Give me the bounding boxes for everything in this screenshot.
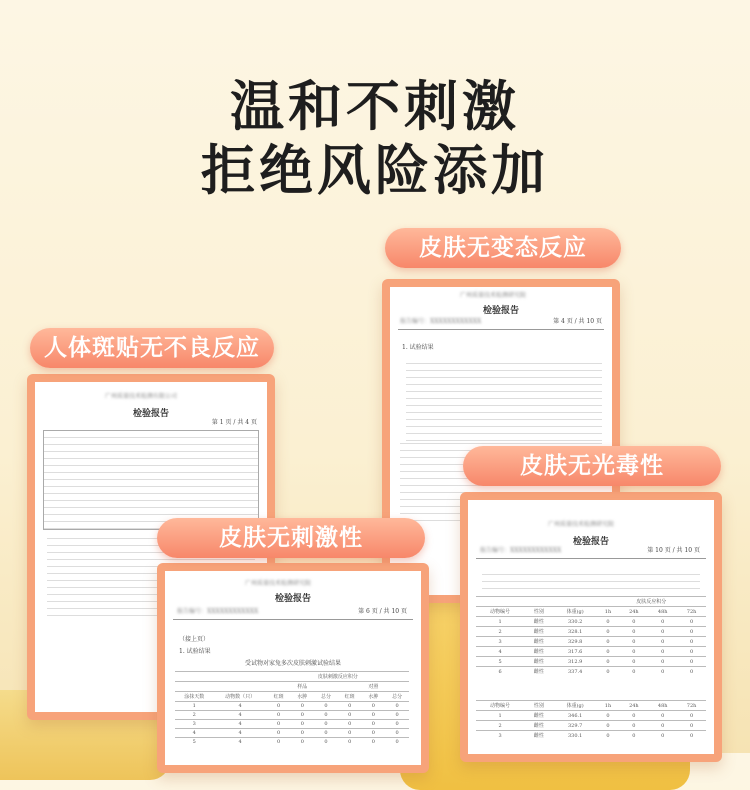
table-row [476,627,706,637]
table-cell: 0 [362,702,386,711]
table-cell: 0 [619,711,648,721]
column-header: 动物编号 [476,607,524,617]
table-cell: 0 [677,711,706,721]
table-cell: 0 [648,647,677,657]
headline-line-2: 拒绝风险添加 [201,139,549,202]
table-cell: 雌性 [524,657,554,667]
table-cell: 3 [175,720,213,729]
table-cell: 329.7 [554,721,597,731]
table-cell: 0 [362,738,386,747]
report-paper [468,500,714,754]
table-cell: 0 [314,720,338,729]
table-cell: 0 [385,738,409,747]
divider [173,619,413,620]
column-header: 总分 [314,692,338,702]
time-header: 72h [677,607,706,617]
table-cell: 328.1 [554,627,597,637]
report-card-no-irritation [157,563,429,773]
column-header: 动物编号 [476,701,524,711]
table-cell: 0 [597,617,620,627]
report-title: 检验报告 [132,409,169,419]
table-cell: 0 [619,721,648,731]
table-row [175,738,409,747]
table-cell: 雌性 [524,721,554,731]
table-cell: 0 [385,711,409,720]
table-cell: 0 [338,702,362,711]
table-cell: 3 [476,637,524,647]
column-header: 体重(g) [554,607,597,617]
table-cell: 5 [476,657,524,667]
table-cell [213,672,266,682]
table-cell: 2 [476,721,524,731]
table-cell: 0 [677,617,706,627]
table-row [476,731,706,741]
time-header: 1h [597,607,620,617]
table-cell: 0 [338,738,362,747]
table-cell: 0 [597,731,620,741]
table-cell: 0 [290,702,314,711]
table-cell: 3 [476,731,524,741]
table-cell: 4 [213,702,266,711]
table-cell: 0 [314,711,338,720]
table-cell: 0 [648,721,677,731]
table-cell: 雌性 [524,627,554,637]
table-cell: 2 [175,711,213,720]
table-cell: 0 [267,738,291,747]
report-paper [165,571,421,765]
table-cell: 0 [290,738,314,747]
table-row [476,721,706,731]
group-header: 对照 [338,682,409,692]
table-cell: 0 [267,720,291,729]
table-cell: 0 [677,647,706,657]
table-cell: 0 [648,627,677,637]
table-cell: 0 [385,702,409,711]
table-cell: 0 [362,720,386,729]
table-cell: 0 [677,731,706,741]
report-title: 检验报告 [572,537,609,547]
table-cell: 4 [175,729,213,738]
table-subheader: 皮肤反应积分 [597,597,707,607]
table-cell: 0 [677,627,706,637]
table-title: 受试物对家兔多次皮肤刺激试验结果 [244,660,341,667]
table-cell: 雌性 [524,647,554,657]
column-header: 水肿 [290,692,314,702]
label-no-irritation: 皮肤无刺激性 [157,518,425,558]
column-header: 涂抹天数 [175,692,213,702]
table-cell: 4 [476,647,524,657]
table-cell: 317.6 [554,647,597,657]
time-header: 72h [677,701,706,711]
lab-name: 广州质量技术检测研究院 [460,292,527,299]
time-header: 1h [597,701,620,711]
result-table-1 [406,357,602,441]
divider [476,558,706,559]
table-cell [175,672,213,682]
headline-line-1: 温和不刺激 [230,75,520,138]
table-cell: 0 [619,657,648,667]
table-cell: 0 [677,657,706,667]
table-cell: 雌性 [524,711,554,721]
report-title: 检验报告 [274,594,311,604]
table-cell: 0 [385,720,409,729]
group-header: 样品 [267,682,338,692]
table-cell [524,597,554,607]
info-table [43,430,259,530]
table-cell: 0 [597,711,620,721]
table-cell: 330.1 [554,731,597,741]
page-number: 第 1 页 / 共 4 页 [211,419,257,426]
table-cell: 0 [290,711,314,720]
label-no-allergy: 皮肤无变态反应 [385,228,621,268]
table-cell: 4 [213,720,266,729]
table-row [476,617,706,627]
table-cell: 0 [597,667,620,677]
table-row [476,667,706,677]
table-cell: 6 [476,667,524,677]
column-header: 体重(g) [554,701,597,711]
table-cell [476,597,524,607]
table-cell: 0 [314,702,338,711]
report-number: 报告编号：XXXXXXXXXXXX [480,547,562,554]
table-cell: 4 [213,711,266,720]
column-header: 总分 [385,692,409,702]
table-cell: 0 [648,617,677,627]
column-header: 红斑 [267,692,291,702]
table-cell: 0 [648,667,677,677]
column-header: 红斑 [338,692,362,702]
table-cell [175,682,213,692]
irritation-table [175,671,409,746]
table-cell [554,597,597,607]
time-header: 24h [619,701,648,711]
table-cell: 0 [267,711,291,720]
lab-name: 广州质量技术检测有限公司 [105,393,178,400]
section-title: 1. 试验结果 [402,344,434,351]
table-cell: 0 [290,729,314,738]
table-cell: 5 [175,738,213,747]
table-cell: 1 [175,702,213,711]
lab-name: 广州质量技术检测研究院 [245,580,312,587]
divider [398,329,604,330]
table-cell: 0 [597,721,620,731]
table-row [476,657,706,667]
table-cell: 0 [338,720,362,729]
table-cell: 0 [267,702,291,711]
table-cell: 0 [619,731,648,741]
phototox-table-2 [476,700,706,740]
page-number: 第 6 页 / 共 10 页 [358,608,407,615]
table-cell: 2 [476,627,524,637]
table-cell: 0 [677,667,706,677]
table-cell: 0 [648,657,677,667]
column-header: 动物数（只） [213,692,266,702]
table-row [175,711,409,720]
intro-text [482,568,700,589]
section-title: 1. 试验结果 [179,648,211,655]
table-cell: 0 [648,637,677,647]
column-header: 水肿 [362,692,386,702]
table-cell: 1 [476,617,524,627]
table-cell: 0 [597,647,620,657]
table-row [175,720,409,729]
time-header: 48h [648,607,677,617]
table-cell: 0 [338,711,362,720]
table-cell [213,682,266,692]
table-cell: 0 [597,627,620,637]
table-cell: 雌性 [524,731,554,741]
table-cell: 雌性 [524,637,554,647]
time-header: 48h [648,701,677,711]
table-row [476,637,706,647]
table-cell: 329.8 [554,637,597,647]
time-header: 24h [619,607,648,617]
table-cell: 0 [619,617,648,627]
table-cell: 0 [338,729,362,738]
table-cell: 0 [619,667,648,677]
page-number: 第 10 页 / 共 10 页 [647,547,700,554]
page-number: 第 4 页 / 共 10 页 [553,318,602,325]
table-cell: 0 [677,637,706,647]
table-cell: 0 [314,729,338,738]
table-cell: 0 [677,721,706,731]
table-row [175,729,409,738]
table-cell: 330.2 [554,617,597,627]
report-title: 检验报告 [482,306,519,316]
table-cell: 0 [362,729,386,738]
continued-note: （接上页） [179,636,210,643]
table-cell: 0 [362,711,386,720]
table-cell: 0 [385,729,409,738]
table-cell: 雌性 [524,617,554,627]
column-header: 性别 [524,607,554,617]
table-cell: 0 [314,738,338,747]
column-header: 性别 [524,701,554,711]
table-cell: 0 [597,657,620,667]
table-subheader: 皮肤刺激反应积分 [267,672,409,682]
table-row [476,647,706,657]
label-no-phototoxicity: 皮肤无光毒性 [463,446,721,486]
phototox-table-1 [476,596,706,676]
report-card-no-phototoxicity [460,492,722,762]
table-cell: 312.9 [554,657,597,667]
table-row [476,711,706,721]
lab-name: 广州质量技术检测研究院 [548,521,615,528]
table-cell: 0 [290,720,314,729]
table-cell: 4 [213,738,266,747]
table-cell: 1 [476,711,524,721]
table-cell: 0 [648,711,677,721]
table-cell: 4 [213,729,266,738]
table-cell: 0 [619,627,648,637]
table-cell: 0 [648,731,677,741]
table-row [175,702,409,711]
table-cell: 0 [619,637,648,647]
table-cell: 0 [597,637,620,647]
report-number: 报告编号：XXXXXXXXXXXX [400,318,482,325]
table-cell: 0 [619,647,648,657]
table-cell: 雌性 [524,667,554,677]
table-cell: 337.4 [554,667,597,677]
table-cell: 346.1 [554,711,597,721]
label-patch-test: 人体斑贴无不良反应 [30,328,274,368]
report-number: 报告编号：XXXXXXXXXXXX [177,608,259,615]
table-cell: 0 [267,729,291,738]
